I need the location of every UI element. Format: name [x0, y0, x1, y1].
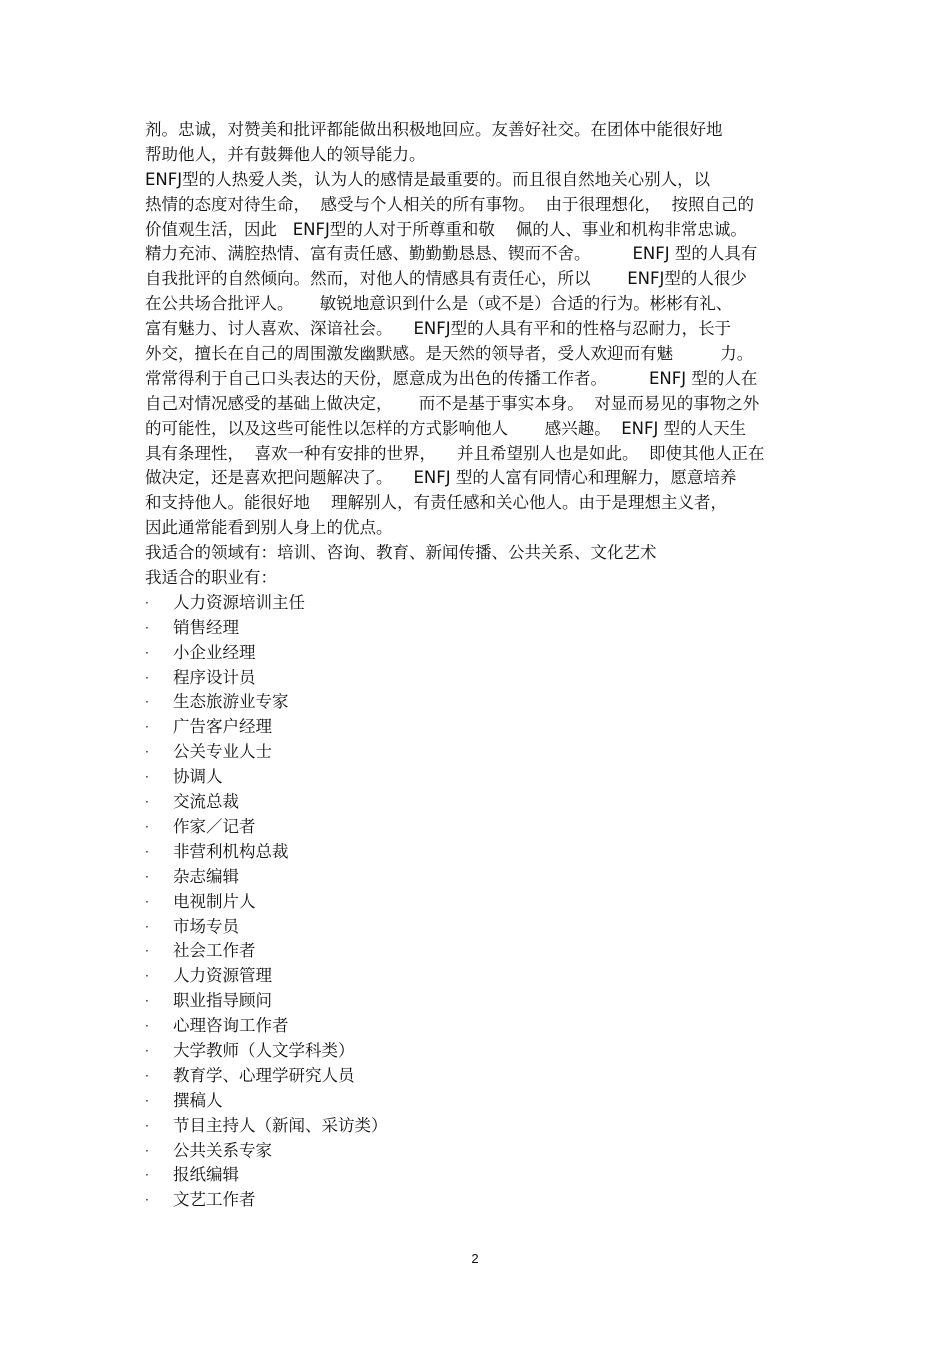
- list-item: [145, 865, 815, 890]
- bullet-icon: ·: [145, 620, 149, 635]
- text-line: 价值观生活，因此 ENFJ型的人对于所尊重和敬 佩的人、事业和机构非常忠诚。: [145, 219, 747, 239]
- list-item: [145, 1014, 815, 1039]
- list-item-label: 广告客户经理: [173, 717, 272, 737]
- bullet-icon: ·: [145, 795, 149, 810]
- list-item-label: 心理咨询工作者: [173, 1016, 289, 1036]
- list-item-label: 节目主持人（新闻、采访类）: [173, 1115, 388, 1135]
- text-line: 做决定，还是喜欢把问题解决了。 ENFJ 型的人富有同情心和理解力，愿意培养: [145, 468, 737, 488]
- bullet-icon: ·: [145, 869, 149, 884]
- list-item-label: 交流总裁: [173, 792, 239, 812]
- list-item-label: 作家／记者: [173, 816, 256, 836]
- paragraph: [145, 118, 815, 591]
- list-item: [145, 591, 815, 616]
- list-item: [145, 1064, 815, 1089]
- text-line: 因此通常能看到别人身上的优点。: [145, 518, 393, 538]
- list-item: [145, 964, 815, 989]
- list-item-label: 撰稿人: [173, 1090, 223, 1110]
- text-line: 常常得利于自己口头表达的天份，愿意成为出色的传播工作者。 ENFJ 型的人在: [145, 368, 758, 388]
- bullet-icon: ·: [145, 670, 149, 685]
- list-item-label: 公共关系专家: [173, 1140, 272, 1160]
- bullet-icon: ·: [145, 819, 149, 834]
- list-item-label: 文艺工作者: [173, 1190, 256, 1210]
- list-item: [145, 815, 815, 840]
- text-line: ENFJ型的人热爱人类，认为人的感情是最重要的。而且很自然地关心别人，以: [145, 169, 711, 189]
- list-item-label: 大学教师（人文学科类）: [173, 1040, 355, 1060]
- list-item-label: 杂志编辑: [173, 866, 239, 886]
- bullet-icon: ·: [145, 695, 149, 710]
- text-line: 我适合的领域有：培训、咨询、教育、新闻传播、公共关系、文化艺术: [145, 543, 657, 563]
- list-item-label: 程序设计员: [173, 667, 256, 687]
- bullet-icon: ·: [145, 844, 149, 859]
- bullet-icon: ·: [145, 770, 149, 785]
- list-item: [145, 1114, 815, 1139]
- list-item-label: 教育学、心理学研究人员: [173, 1065, 355, 1085]
- text-line: 具有条理性， 喜欢一种有安排的世界， 并且希望别人也是如此。 即使其他人正在: [145, 443, 765, 463]
- bullet-icon: ·: [145, 1093, 149, 1108]
- bullet-icon: ·: [145, 1168, 149, 1183]
- bullet-icon: ·: [145, 1019, 149, 1034]
- list-item: [145, 616, 815, 641]
- bullet-icon: ·: [145, 645, 149, 660]
- bullet-icon: ·: [145, 894, 149, 909]
- list-item-label: 社会工作者: [173, 941, 256, 961]
- list-item-label: 人力资源管理: [173, 966, 272, 986]
- text-line: 富有魅力、讨人喜欢、深谙社会。 ENFJ型的人具有平和的性格与忍耐力，长于: [145, 319, 732, 339]
- list-item: [145, 666, 815, 691]
- bullet-icon: ·: [145, 1068, 149, 1083]
- list-item-label: 协调人: [173, 767, 223, 787]
- text-line: 在公共场合批评人。 敏锐地意识到什么是（或不是）合适的行为。彬彬有礼、: [145, 294, 733, 314]
- career-list: [145, 591, 815, 1213]
- text-line: 热情的态度对待生命， 感受与个人相关的所有事物。 由于很理想化， 按照自己的: [145, 194, 754, 214]
- list-item: [145, 1039, 815, 1064]
- bullet-icon: ·: [145, 1143, 149, 1158]
- page-number: 2: [471, 1251, 479, 1266]
- list-item: [145, 641, 815, 666]
- list-item: [145, 890, 815, 915]
- list-item: [145, 915, 815, 940]
- bullet-icon: ·: [145, 919, 149, 934]
- bullet-icon: ·: [145, 969, 149, 984]
- list-item-label: 职业指导顾问: [173, 991, 272, 1011]
- bullet-icon: ·: [145, 1118, 149, 1133]
- list-item: [145, 790, 815, 815]
- list-item: [145, 1188, 815, 1213]
- bullet-icon: ·: [145, 720, 149, 735]
- list-item: [145, 939, 815, 964]
- list-item: [145, 1163, 815, 1188]
- list-item-label: 电视制片人: [173, 891, 256, 911]
- text-line: 剂。忠诚，对赞美和批评都能做出积极地回应。友善好社交。在团体中能很好地: [145, 120, 723, 139]
- list-item: [145, 715, 815, 740]
- text-line: 精力充沛、满腔热情、富有责任感、勤勤勤恳恳、锲而不舍。 ENFJ 型的人具有: [145, 244, 758, 264]
- body-text: [145, 118, 815, 1213]
- bullet-icon: ·: [145, 944, 149, 959]
- text-line: 的可能性，以及这些可能性以怎样的方式影响他人 感兴趣。 ENFJ 型的人天生: [145, 418, 747, 438]
- text-line: 我适合的职业有：: [145, 568, 277, 588]
- text-line: 外交，擅长在自己的周围激发幽默感。是天然的领导者，受人欢迎而有魅 力。: [145, 344, 754, 364]
- list-item-label: 非营利机构总裁: [173, 841, 289, 861]
- list-item-label: 人力资源培训主任: [173, 592, 305, 612]
- list-item-label: 报纸编辑: [173, 1165, 239, 1185]
- list-item: [145, 1089, 815, 1114]
- list-item: [145, 690, 815, 715]
- list-item: [145, 765, 815, 790]
- list-item-label: 公关专业人士: [173, 742, 272, 762]
- bullet-icon: ·: [145, 745, 149, 760]
- bullet-icon: ·: [145, 1193, 149, 1208]
- list-item: [145, 1139, 815, 1164]
- bullet-icon: ·: [145, 595, 149, 610]
- bullet-icon: ·: [145, 994, 149, 1009]
- text-line: 帮助他人，并有鼓舞他人的领导能力。: [145, 144, 426, 164]
- text-line: 自我批评的自然倾向。然而，对他人的情感具有责任心，所以 ENFJ型的人很少: [145, 269, 747, 289]
- list-item-label: 生态旅游业专家: [173, 692, 289, 712]
- list-item: [145, 740, 815, 765]
- bullet-icon: ·: [145, 1043, 149, 1058]
- text-line: 和支持他人。能很好地 理解别人，有责任感和关心他人。由于是理想主义者，: [145, 493, 727, 513]
- list-item-label: 销售经理: [173, 617, 239, 637]
- text-line: 自己对情况感受的基础上做决定， 而不是基于事实本身。 对显而易见的事物之外: [145, 393, 760, 413]
- list-item: [145, 840, 815, 865]
- list-item-label: 市场专员: [173, 916, 239, 936]
- list-item-label: 小企业经理: [173, 642, 256, 662]
- list-item: [145, 989, 815, 1014]
